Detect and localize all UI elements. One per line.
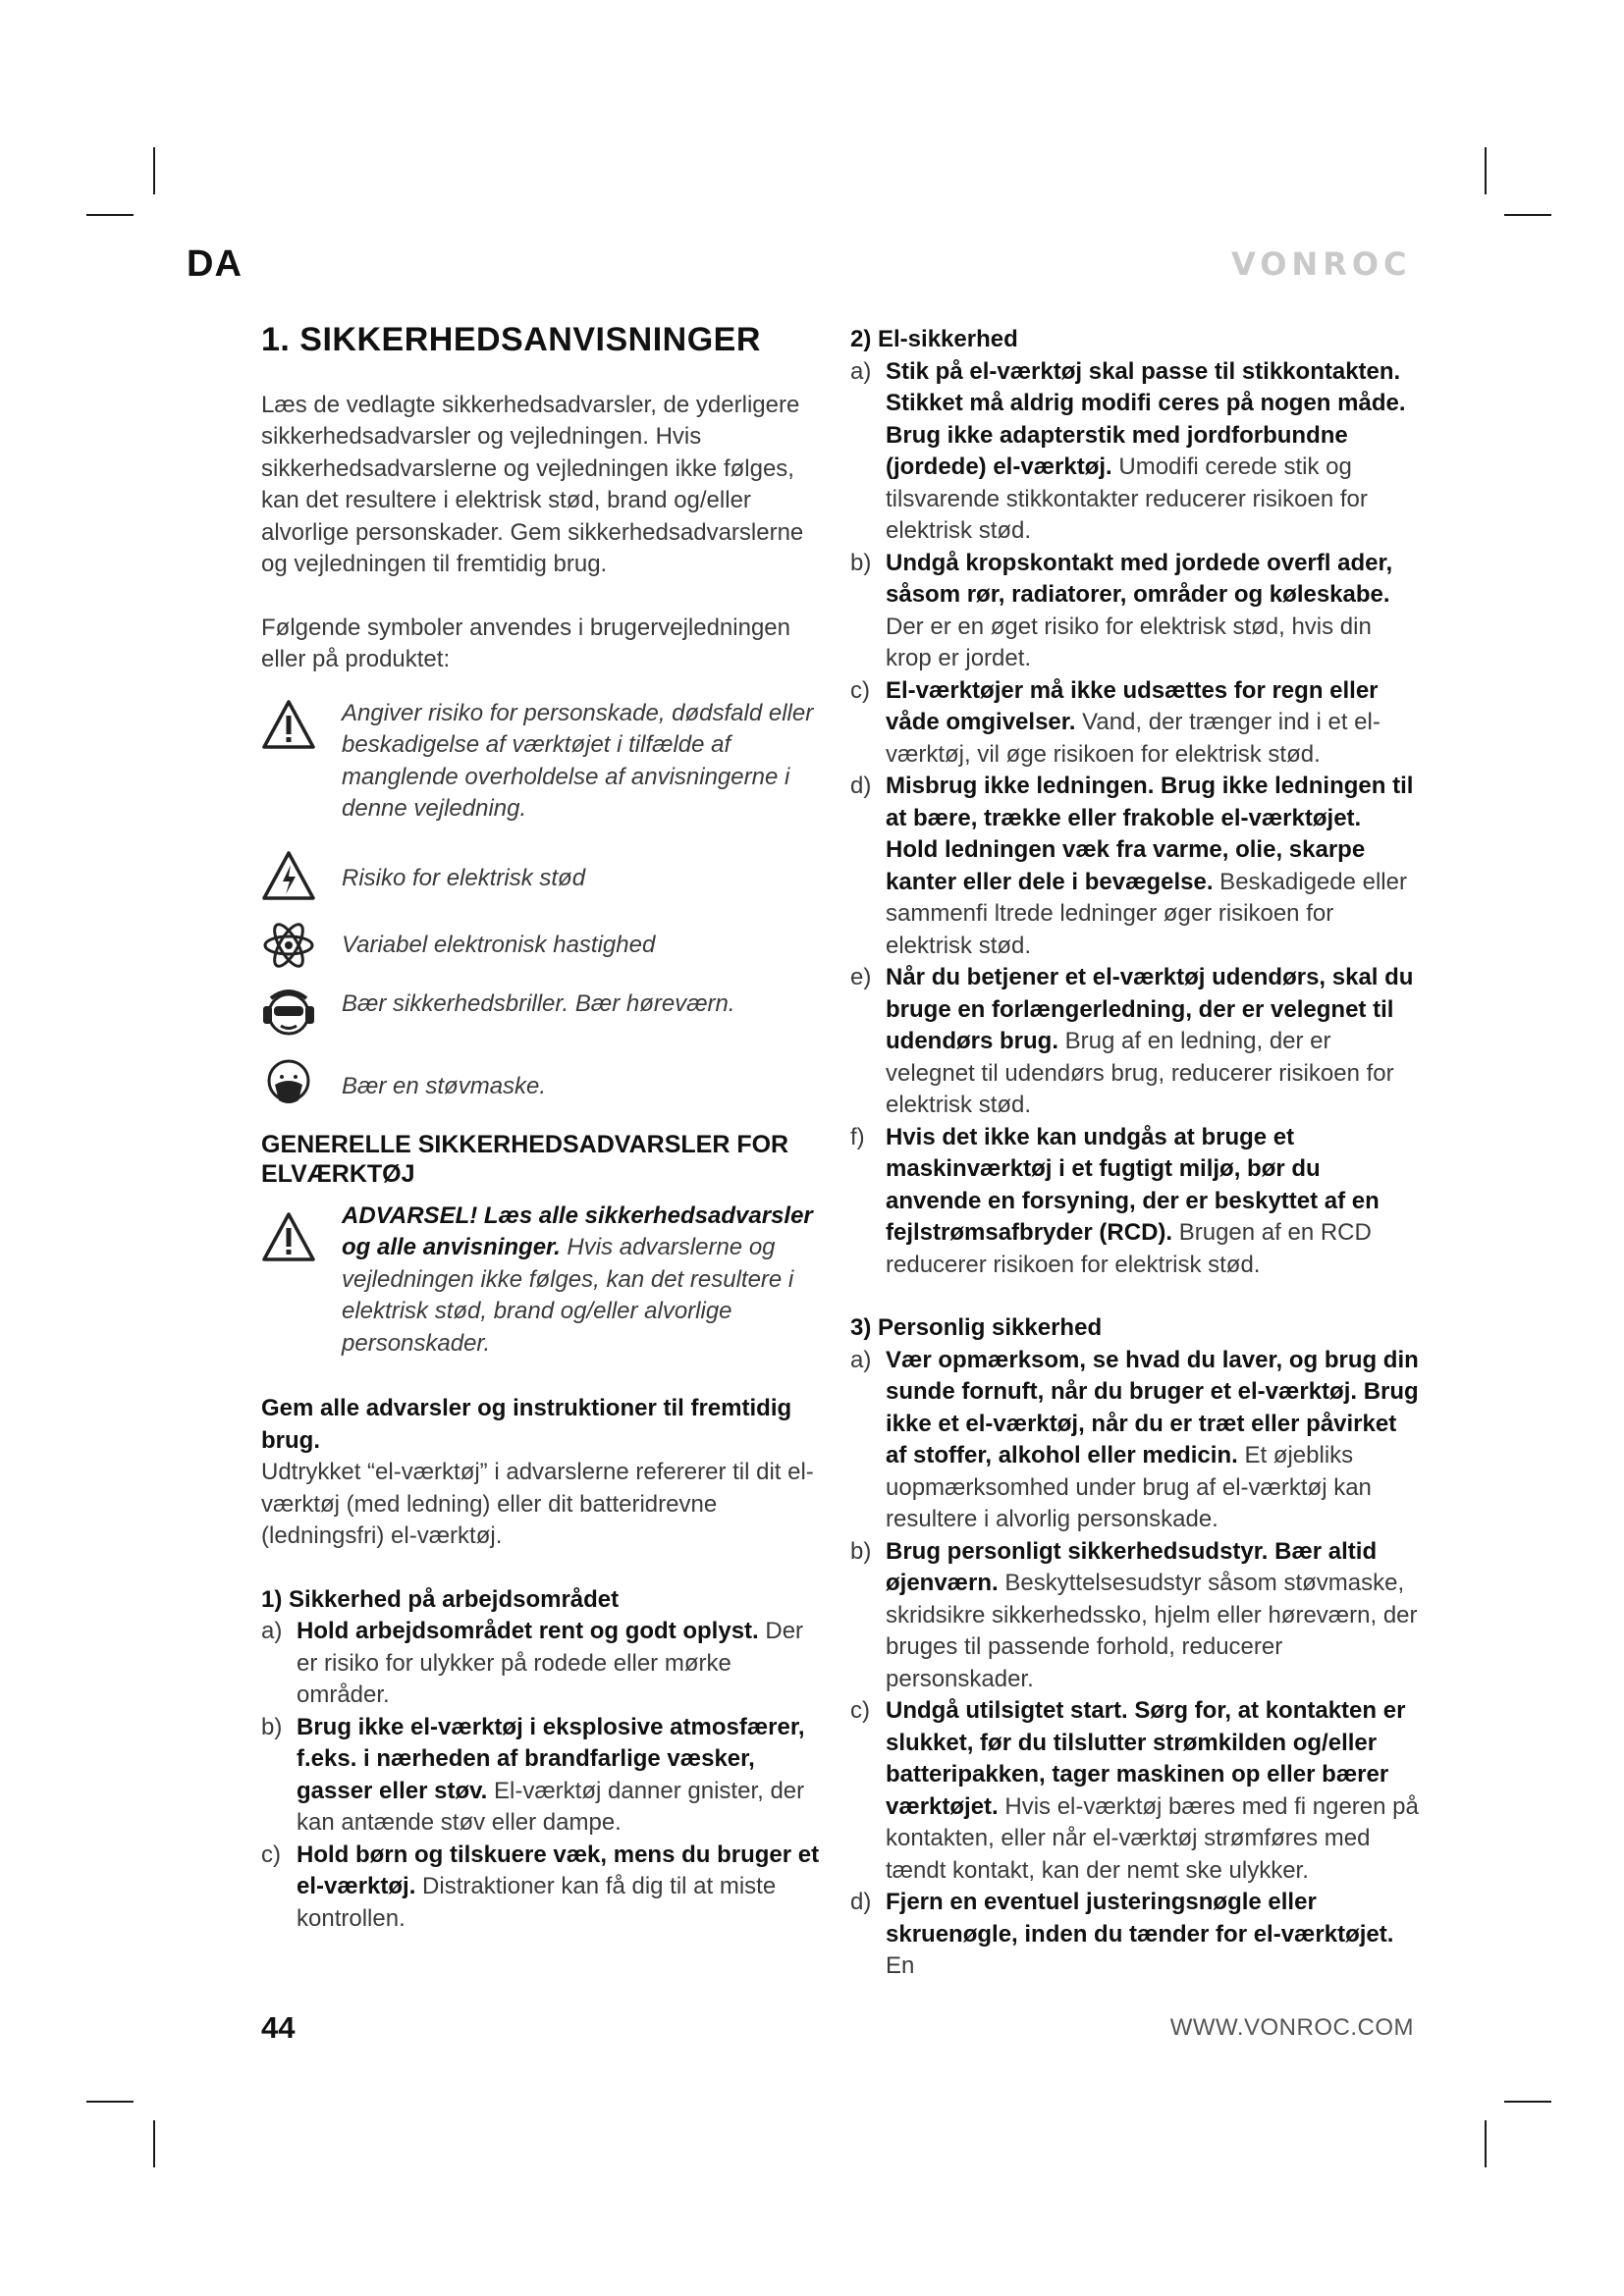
- item-text: Der er risiko for ulykker på rodede eller mørke områder.: [297, 1618, 804, 1708]
- crop-mark: [1504, 2101, 1551, 2103]
- item-text: Et øjebliks uopmærksomhed under brug af el-værktøj kan resultere i alvorlig personskade.: [886, 1442, 1372, 1532]
- item-bold: Hold børn og tilskuere væk, mens du bruger et el-værktøj.: [297, 1841, 820, 1899]
- item-bold: Vær opmærksom, se hvad du laver, og brug din sunde fornuft, når du bruger et el-værktøj. Brug ikke et el-værktøj, når du er træt eller påvirket af stoffer, alkohol eller medicin.: [886, 1346, 1419, 1468]
- item-body: [886, 356, 1420, 548]
- item-text: Brugen af en RCD reducerer risikoen for elektrisk stød.: [886, 1219, 1372, 1278]
- right-column: [850, 324, 1420, 1983]
- item-text: Umodifi cerede stik og tilsvarende stikkontakter reducerer risikoen for elektrisk stød.: [886, 454, 1368, 544]
- symbol-text: Bær en støvmaske.: [342, 1072, 547, 1099]
- electric-shock-icon: [261, 849, 316, 904]
- item-label: b): [261, 1713, 283, 1740]
- page-title: 1. SIKKERHEDSANVISNINGER: [261, 321, 761, 358]
- symbol-text: Risiko for elektrisk stød: [342, 864, 586, 891]
- intro-paragraph: Læs de vedlagte sikkerhedsadvarsler, de yderligere sikkerhedsadvarsler og vejledningen. Hvis sikkerhedsadvarslerne og vejledningen ikke følges, kan det resultere i elektrisk stød, brand og/eller alvorlige personskader. Gem sikkerhedsadvarslerne og vejledningen til fremtidig brug.: [261, 391, 804, 577]
- item-label: a): [261, 1618, 283, 1644]
- warning-row: [261, 1201, 831, 1361]
- item-bold: Fjern en eventuel justeringsnøgle eller skruenøgle, inden du tænder for el-værktøjet.: [886, 1889, 1394, 1948]
- item-bold: Brug ikke el-værktøj i eksplosive atmosfærer, f.eks. i nærheden af brandfarlige væsker, gasser eller støv.: [297, 1713, 805, 1804]
- item-body: [297, 1840, 831, 1936]
- symbol-row: [261, 1055, 831, 1110]
- item-bold: Hold arbejdsområdet rent og godt oplyst.: [297, 1618, 759, 1644]
- keep-instructions-heading: Gem alle advarsler og instruktioner til fremtidig brug.: [261, 1395, 792, 1454]
- list-item: [261, 1616, 831, 1712]
- item-body: [886, 771, 1420, 962]
- symbols-intro: Følgende symboler anvendes i brugervejledningen eller på produktet:: [261, 614, 790, 672]
- item-bold: Brug personligt sikkerhedsudstyr. Bær altid øjenværn.: [886, 1537, 1378, 1596]
- crop-mark: [153, 147, 155, 194]
- list-item: [850, 548, 1420, 675]
- list-item: [850, 771, 1420, 962]
- item-label: e): [850, 964, 872, 990]
- item-bold: El-værktøjer må ikke udsættes for regn eller våde omgivelser.: [886, 676, 1379, 735]
- brand-logo: [1231, 245, 1414, 279]
- item-body: [886, 1536, 1420, 1696]
- item-body: [886, 1122, 1420, 1282]
- item-label: b): [850, 1537, 872, 1565]
- item-bold: Når du betjener et el-værktøj udendørs, skal du bruge en forlængerledning, der er velegnet til udendørs brug.: [886, 964, 1414, 1054]
- warning-rest: Hvis advarslerne og vejledningen ikke følges, kan det resultere i elektrisk stød, brand og/eller alvorlige personskader.: [342, 1234, 794, 1357]
- list-item: [850, 1887, 1420, 1983]
- general-warnings-heading: GENERELLE SIKKERHEDSADVARSLER FOR ELVÆRKTØJ: [261, 1130, 789, 1188]
- symbol-row: [261, 987, 831, 1041]
- crop-mark: [86, 214, 134, 216]
- warning-bold: ADVARSEL! Læs alle sikkerhedsadvarsler og alle anvisninger.: [342, 1201, 813, 1260]
- item-label: f): [850, 1123, 865, 1150]
- variable-speed-icon: [261, 918, 316, 973]
- item-label: c): [850, 676, 870, 704]
- item-text: Vand, der trænger ind i et el-værktøj, vil øge risikoen for elektrisk stød.: [886, 709, 1380, 768]
- crop-mark: [153, 2120, 155, 2167]
- list-item: [850, 1122, 1420, 1282]
- item-body: [297, 1712, 831, 1840]
- warning-triangle-icon: [261, 698, 316, 753]
- item-bold: Hvis det ikke kan undgås at bruge et maskinværktøj i et fugtigt miljø, bør du anvende en forsyning, der er beskyttet af en fejlstrømsafbryder (RCD).: [886, 1123, 1380, 1246]
- symbol-row: [261, 698, 831, 826]
- item-bold: Undgå utilsigtet start. Sørg for, at kontakten er slukket, før du tilslutter strømkilden og/eller batteripakken, tager maskinen op eller bærer værktøjet.: [886, 1697, 1406, 1820]
- item-label: a): [850, 1346, 872, 1373]
- list-item: [850, 1695, 1420, 1887]
- footer-url: WWW.VONROC.COM: [1169, 2014, 1414, 2041]
- symbol-row: [261, 918, 831, 973]
- symbol-row: [261, 849, 831, 904]
- item-bold: Misbrug ikke ledningen. Brug ikke ledningen til at bære, trække eller frakoble el-værktøjet. Hold ledningen væk fra varme, olie, skarpe kanter eller dele i bevægelse.: [886, 773, 1414, 895]
- item-text: Beskyttelsesudstyr såsom støvmaske, skridsikre sikkerhedssko, hjelm eller høreværn, der bruges til passende forhold, reducerer personskader.: [886, 1570, 1418, 1692]
- item-body: [886, 1695, 1420, 1887]
- item-body: [886, 1887, 1420, 1983]
- list-item: [261, 1840, 831, 1936]
- item-text: Brug af en ledning, der er velegnet til udendørs brug, reducerer risikoen for elektrisk stød.: [886, 1028, 1394, 1118]
- section-2-heading: 2) El-sikkerhed: [850, 326, 1018, 352]
- item-text: Der er en øget risiko for elektrisk stød, hvis din krop er jordet.: [886, 613, 1372, 671]
- page-number: 44: [261, 2010, 296, 2045]
- item-label: b): [850, 549, 872, 576]
- item-label: a): [850, 357, 872, 385]
- language-code: DA: [187, 243, 243, 285]
- symbol-text: Variabel elektronisk hastighed: [342, 931, 656, 958]
- item-label: d): [850, 773, 872, 799]
- goggles-earmuffs-icon: [261, 987, 316, 1041]
- svg-text:VONROC: VONROC: [1231, 245, 1412, 279]
- crop-mark: [86, 2101, 134, 2103]
- section-3-heading: 3) Personlig sikkerhed: [850, 1314, 1103, 1341]
- item-text: En: [886, 1952, 915, 1979]
- keep-instructions-text: Udtrykket “el-værktøj” i advarslerne refererer til dit el-værktøj (med ledning) eller dit batteridrevne (ledningsfri) el-værktøj.: [261, 1459, 814, 1549]
- symbol-text: Angiver risiko for personskade, dødsfald eller beskadigelse af værktøjet i tilfælde af manglende overholdelse af anvisningerne i denne vejledning.: [342, 699, 814, 822]
- list-item: [850, 356, 1420, 548]
- item-text: Beskadigede eller sammenfi ltrede ledninger øger risikoen for elektrisk stød.: [886, 868, 1407, 959]
- warning-text: [342, 1201, 831, 1361]
- warning-triangle-icon: [261, 1210, 316, 1265]
- dust-mask-icon: [261, 1055, 316, 1110]
- symbol-text: Bær sikkerhedsbriller. Bær høreværn.: [342, 989, 735, 1017]
- item-bold: Undgå kropskontakt med jordede overfl ader, såsom rør, radiatorer, områder og køleskabe.: [886, 549, 1393, 608]
- item-body: [886, 1345, 1420, 1536]
- item-body: [297, 1616, 831, 1712]
- item-label: c): [850, 1697, 870, 1724]
- crop-mark: [1485, 2120, 1487, 2167]
- item-bold: Stik på el-værktøj skal passe til stikkontakten. Stikket må aldrig modifi ceres på nogen måde. Brug ikke adapterstik med jordforbundne (jordede) el-værktøj.: [886, 357, 1406, 480]
- item-body: [886, 675, 1420, 772]
- list-item: [850, 675, 1420, 772]
- list-item: [850, 962, 1420, 1122]
- section-1-heading: 1) Sikkerhed på arbejdsområdet: [261, 1585, 620, 1613]
- item-text: Hvis el-værktøj bæres med fi ngeren på kontakten, eller når el-værktøj strømføres med tændt kontakt, kan der nemt ske ulykker.: [886, 1792, 1419, 1884]
- item-text: Distraktioner kan få dig til at miste kontrollen.: [297, 1873, 777, 1932]
- list-item: [261, 1712, 831, 1840]
- left-column: [261, 321, 831, 1935]
- crop-mark: [1485, 147, 1487, 194]
- item-label: c): [261, 1841, 281, 1868]
- list-item: [850, 1345, 1420, 1536]
- item-text: El-værktøj danner gnister, der kan antænde støv eller dampe.: [297, 1777, 805, 1836]
- list-item: [850, 1536, 1420, 1696]
- item-body: [886, 548, 1420, 675]
- item-label: d): [850, 1889, 872, 1915]
- crop-mark: [1504, 214, 1551, 216]
- item-body: [886, 962, 1420, 1122]
